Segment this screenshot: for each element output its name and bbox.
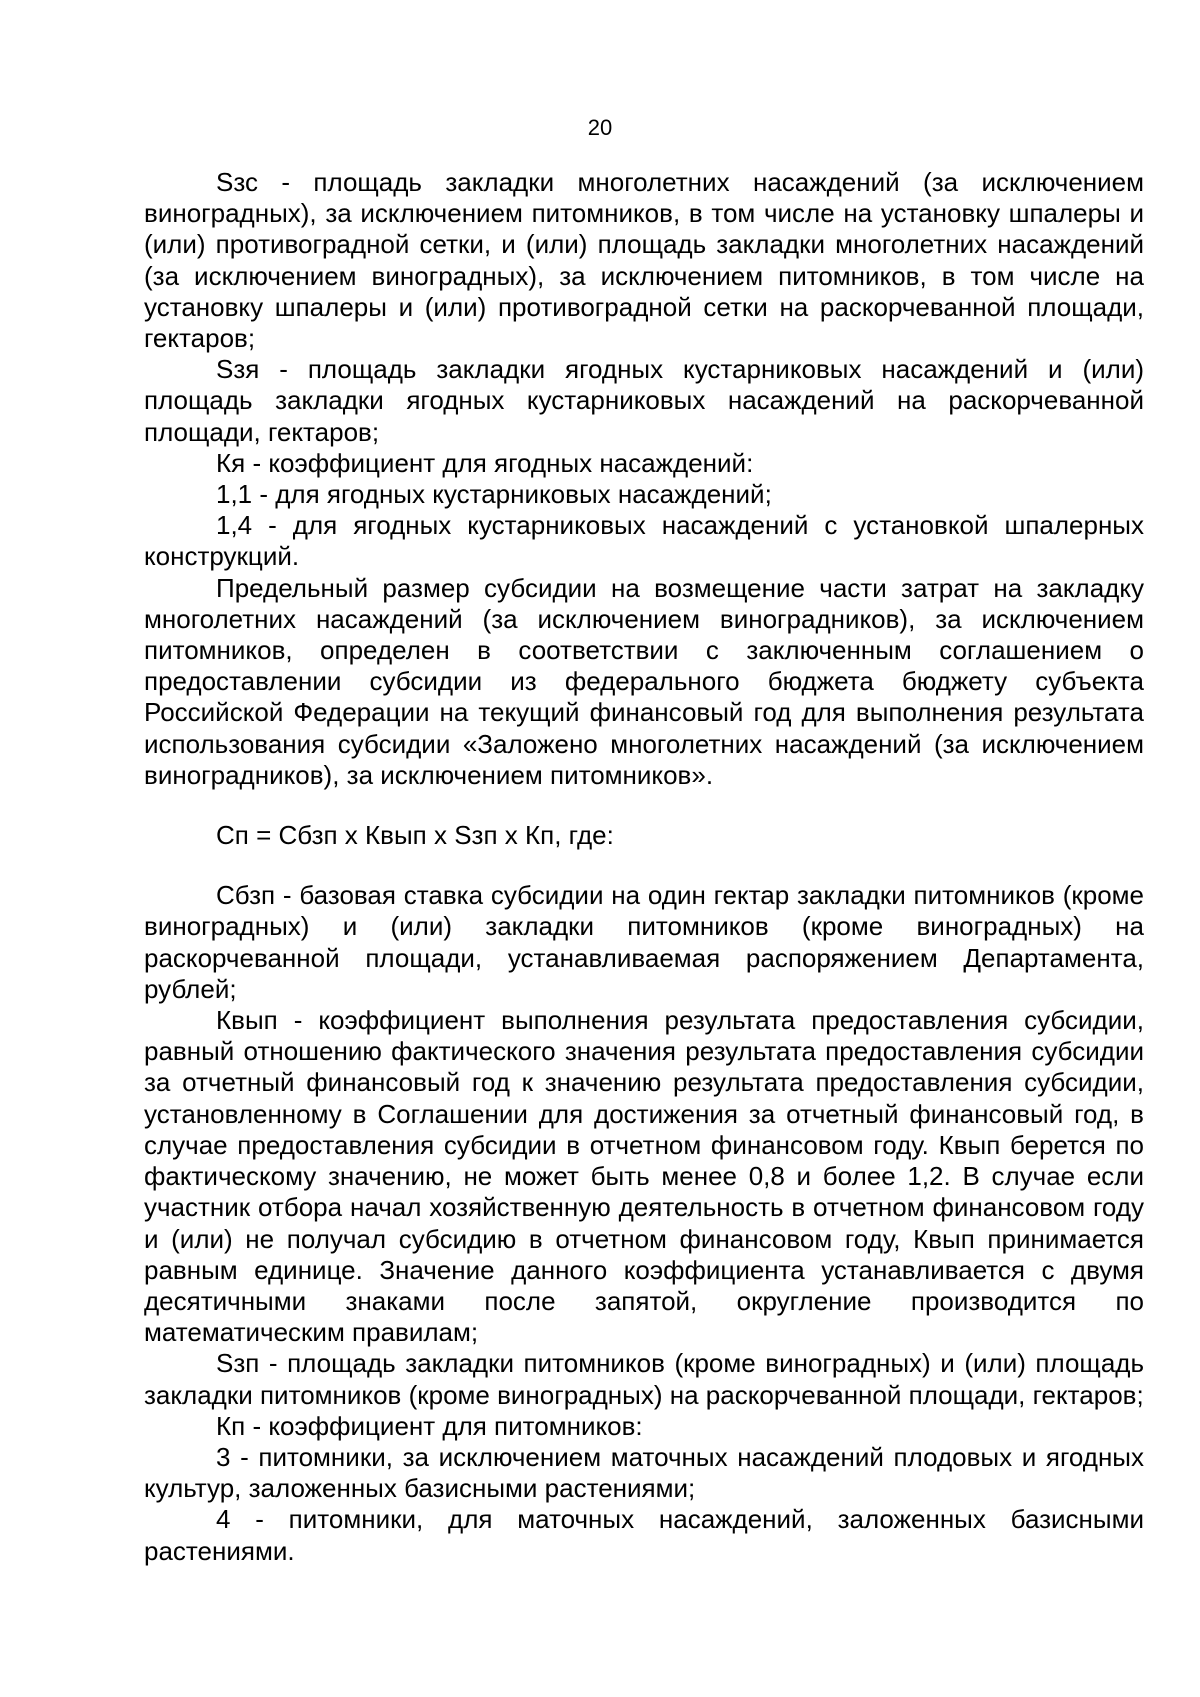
paragraph-kp-value-4: 4 - питомники, для маточных насаждений, заложенных базисными растениями. bbox=[144, 1504, 1144, 1566]
paragraph-kvyp-definition: Квып - коэффициент выполнения результата предоставления субсидии, равный отношению фактического значения результата предоставления субсидии за отчетный финансовый год к значению результата предоставления субсидии, установленному в Соглашении для достижения за отчетный финансовый год, в случае предоставления субсидии в отчетном финансовом году. Квып берется по фактическому значению, не может быть менее 0,8 и более 1,2. В случае если участник отбора начал хозяйственную деятельность в отчетном финансовом году и (или) не получал субсидию в отчетном финансовом году, Квып принимается равным единице. Значение данного коэффициента устанавливается с двумя десятичными знаками после запятой, округление производится по математическим правилам; bbox=[144, 1005, 1144, 1348]
paragraph-kp-definition: Кп - коэффициент для питомников: bbox=[216, 1410, 643, 1441]
paragraph-sbzp-definition: Сбзп - базовая ставка субсидии на один гектар закладки питомников (кроме виноградных) и (или) закладки питомников (кроме виноградных) на раскорчеванной площади, устанавливаемая распоряжением Департамента, рублей; bbox=[144, 880, 1144, 1004]
paragraph-szya-definition: Sзя - площадь закладки ягодных кустарниковых насаждений и (или) площадь закладки ягодных кустарниковых насаждений на раскорчеванной площади, гектаров; bbox=[144, 354, 1144, 447]
paragraph-kya-definition: Кя - коэффициент для ягодных насаждений: bbox=[216, 447, 754, 478]
paragraph-subsidy-limit: Предельный размер субсидии на возмещение части затрат на закладку многолетних насаждений (за исключением виноградников), за исключением питомников, определен в соответствии с заключенным соглашением о предоставлении субсидии из федерального бюджета бюджету субъекта Российской Федерации на текущий финансовый год для выполнения результата использования субсидии «Заложено многолетних насаждений (за исключением виноградников), за исключением питомников». bbox=[144, 572, 1144, 790]
spacer bbox=[144, 791, 1144, 820]
page-number: 20 bbox=[587, 115, 613, 140]
spacer bbox=[144, 851, 1144, 880]
paragraph-kya-value-2: 1,4 - для ягодных кустарниковых насаждений с установкой шпалерных конструкций. bbox=[144, 510, 1144, 572]
paragraph-kp-value-3: 3 - питомники, за исключением маточных насаждений плодовых и ягодных культур, заложенных базисными растениями; bbox=[144, 1441, 1144, 1504]
formula-sp: Сп = Сбзп х Квып х Sзп х Кп, где: bbox=[216, 820, 614, 851]
paragraph-kya-value-1: 1,1 - для ягодных кустарниковых насаждений; bbox=[216, 479, 772, 510]
document-body bbox=[144, 167, 1144, 1567]
paragraph-szp-definition: Sзп - площадь закладки питомников (кроме виноградных) и (или) площадь закладки питомников (кроме виноградных) на раскорчеванной площади, гектаров; bbox=[144, 1348, 1144, 1410]
paragraph-szs-definition: Sзс - площадь закладки многолетних насаждений (за исключением виноградных), за исключением питомников, в том числе на установку шпалеры и (или) противоградной сетки, и (или) площадь закладки многолетних насаждений (за исключением виноградных), за исключением питомников, в том числе на установку шпалеры и (или) противоградной сетки на раскорчеванной площади, гектаров; bbox=[144, 167, 1144, 354]
